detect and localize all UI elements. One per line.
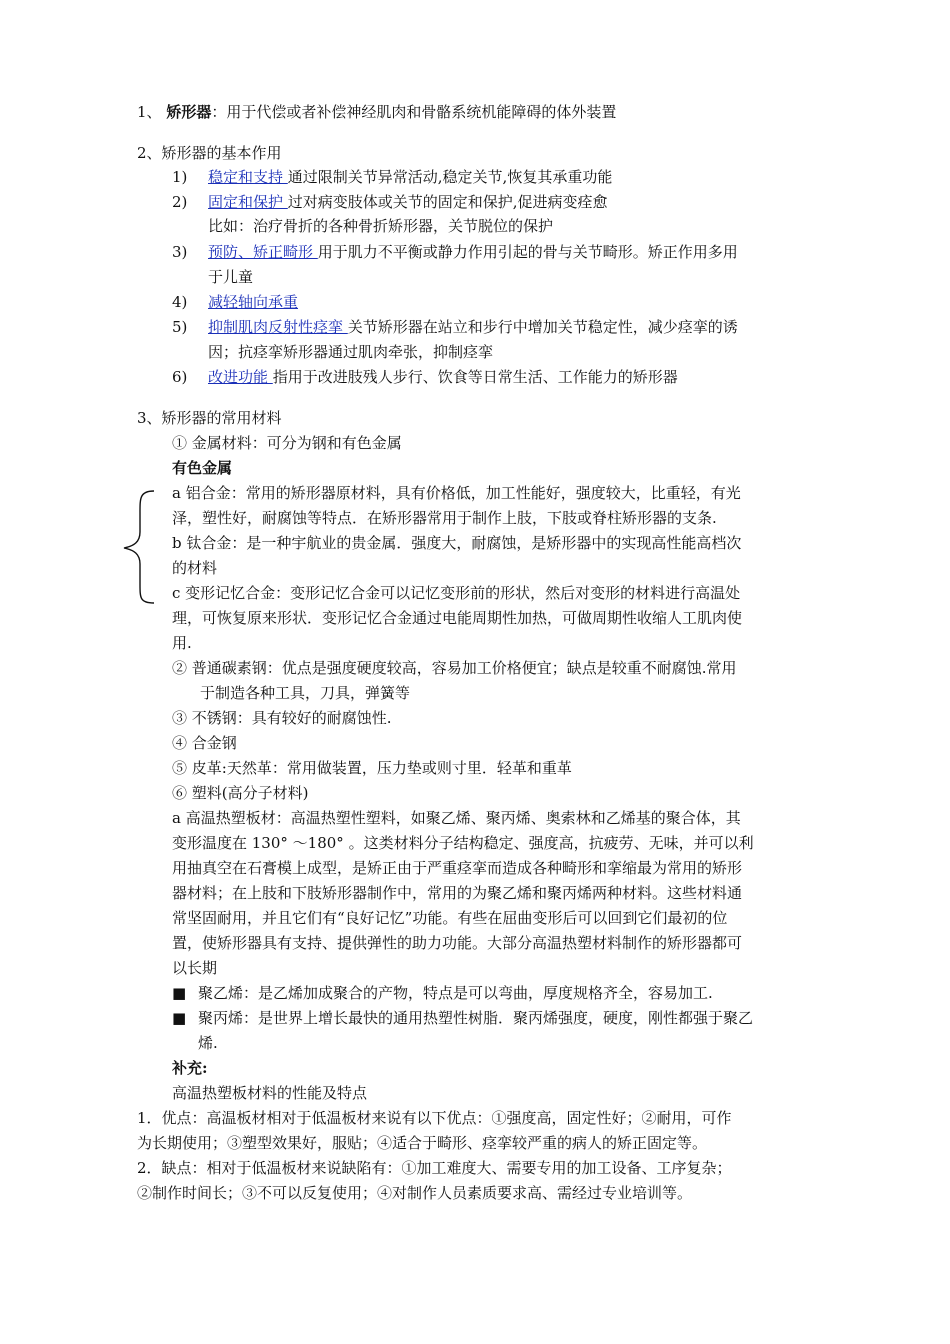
- function-item-3: 3) 预防、矫正畸形 用于肌力不平衡或静力作用引起的骨与关节畸形。矫正作用多用: [172, 243, 738, 261]
- section-1-number: 1、: [137, 103, 162, 121]
- alloy-line: a 铝合金：常用的矫形器原材料，具有价格低，加工性能好，强度较大，比重轻，有光: [172, 484, 741, 502]
- function-link-prevent-correct[interactable]: 预防、矫正畸形: [208, 243, 318, 261]
- alloy-line: 理，可恢复原来形状．变形记忆合金通过电能周期性加热，可做周期性收缩人工肌肉使: [172, 609, 743, 627]
- function-link-fix-protect[interactable]: 固定和保护: [208, 193, 288, 211]
- material-list-item: ④ 合金钢: [172, 734, 237, 752]
- alloy-line: c 变形记忆合金：变形记忆合金可以记忆变形前的形状，然后对变形的材料进行高温处: [172, 584, 741, 602]
- material-list-item: ⑥ 塑料(高分子材料): [172, 784, 309, 802]
- function-item-5: 5) 抑制肌肉反射性痉挛 关节矫形器在站立和步行中增加关节稳定性，减少痉挛的诱: [172, 318, 738, 336]
- supplement-line: 1．优点：高温板材相对于低温板材来说有以下优点：①强度高，固定性好；②耐用，可作: [137, 1109, 732, 1127]
- plastic-line: 器材料；在上肢和下肢矫形器制作中，常用的为聚乙烯和聚丙烯两种材料。这些材料通: [172, 884, 743, 902]
- supplement-heading: 补充:: [172, 1059, 208, 1077]
- plastic-line: a 高温热塑板材：高温热塑性塑料，如聚乙烯、聚丙烯、奥索林和乙烯基的聚合体，其: [172, 809, 741, 827]
- function-item-5-cont: 因；抗痉挛矫形器通过肌肉牵张，抑制痉挛: [208, 343, 494, 361]
- supplement-line: ②制作时间长；③不可以反复使用；④对制作人员素质要求高、需经过专业培训等。: [137, 1184, 693, 1202]
- material-list-item: ② 普通碳素钢：优点是强度硬度较高，容易加工价格便宜；缺点是较重不耐腐蚀.常用: [172, 659, 737, 677]
- material-list-item: ③ 不锈钢：具有较好的耐腐蚀性.: [172, 709, 392, 727]
- metal-materials: ① 金属材料：可分为钢和有色金属: [172, 434, 402, 452]
- function-link-inhibit-spasm[interactable]: 抑制肌肉反射性痉挛: [208, 318, 348, 336]
- function-link-improve[interactable]: 改进功能: [208, 368, 273, 386]
- function-link-stabilize[interactable]: 稳定和支持: [208, 168, 288, 186]
- function-item-6: 6) 改进功能 指用于改进肢残人步行、饮食等日常生活、工作能力的矫形器: [172, 368, 678, 386]
- function-link-reduce-load[interactable]: 减轻轴向承重: [208, 293, 299, 311]
- bullet-item: ■ 聚丙烯：是世界上增长最快的通用热塑性树脂．聚丙烯强度，硬度，刚性都强于聚乙: [172, 1009, 754, 1027]
- function-item-1: 1) 稳定和支持 通过限制关节异常活动,稳定关节,恢复其承重功能: [172, 168, 613, 186]
- section-3-title: 3、矫形器的常用材料: [137, 409, 282, 427]
- plastic-line: 常坚固耐用，并且它们有“良好记忆”功能。有些在屈曲变形后可以回到它们最初的位: [172, 909, 728, 927]
- section-1-line: [137, 102, 616, 122]
- bullet-item-cont: 烯.: [198, 1034, 218, 1052]
- function-item-4: 4) 减轻轴向承重: [172, 293, 299, 311]
- supplement-line: 为长期使用；③塑型效果好，服贴；④适合于畸形、痉挛较严重的病人的矫正固定等。: [137, 1134, 708, 1152]
- function-item-2-example: 比如：治疗骨折的各种骨折矫形器，关节脱位的保护: [208, 217, 554, 235]
- function-item-2: 2) 固定和保护 过对病变肢体或关节的固定和保护,促进病变痊愈: [172, 193, 608, 211]
- alloy-line: 用.: [172, 634, 192, 652]
- supplement-line: 2．缺点：相对于低温板材来说缺陷有：①加工难度大、需要专用的加工设备、工序复杂；: [137, 1159, 732, 1177]
- alloy-line: 的材料: [172, 559, 218, 577]
- section-2-title: 2、矫形器的基本作用: [137, 144, 282, 162]
- supplement-title: 高温热塑板材料的性能及特点: [172, 1084, 368, 1102]
- plastic-line: 以长期: [172, 959, 218, 977]
- plastic-line: 置，使矫形器具有支持、提供弹性的助力功能。大部分高温热塑材料制作的矫形器都可: [172, 934, 743, 952]
- square-bullet-icon: ■: [172, 1009, 187, 1027]
- plastic-line: 变形温度在 130° ～180° 。这类材料分子结构稳定、强度高，抗疲劳、无味，并可以利: [172, 834, 754, 852]
- bullet-item: ■ 聚乙烯：是乙烯加成聚合的产物，特点是可以弯曲，厚度规格齐全，容易加工.: [172, 984, 713, 1002]
- function-item-3-cont: 于儿童: [208, 268, 254, 286]
- section-1-text: ：用于代偿或者补偿神经肌肉和骨骼系统机能障碍的体外装置: [211, 103, 617, 121]
- alloy-line: b 钛合金：是一种宇航业的贵金属．强度大，耐腐蚀，是矫形器中的实现高性能高档次: [172, 534, 742, 552]
- material-list-item: ⑤ 皮革:天然革：常用做装置，压力垫或则寸里．轻革和重革: [172, 759, 572, 777]
- square-bullet-icon: ■: [172, 984, 187, 1002]
- alloy-line: 泽，塑性好，耐腐蚀等特点．在矫形器常用于制作上肢，下肢或脊柱矫形器的支条.: [172, 509, 717, 527]
- curly-brace-icon: [118, 488, 158, 606]
- nonferrous-heading: 有色金属: [172, 459, 233, 477]
- section-1-term: 矫形器: [166, 103, 212, 121]
- material-list-item: 于制造各种工具，刀具，弹簧等: [200, 684, 411, 702]
- plastic-line: 用抽真空在石膏模上成型，是矫正由于严重痉挛而造成各种畸形和挛缩最为常用的矫形: [172, 859, 743, 877]
